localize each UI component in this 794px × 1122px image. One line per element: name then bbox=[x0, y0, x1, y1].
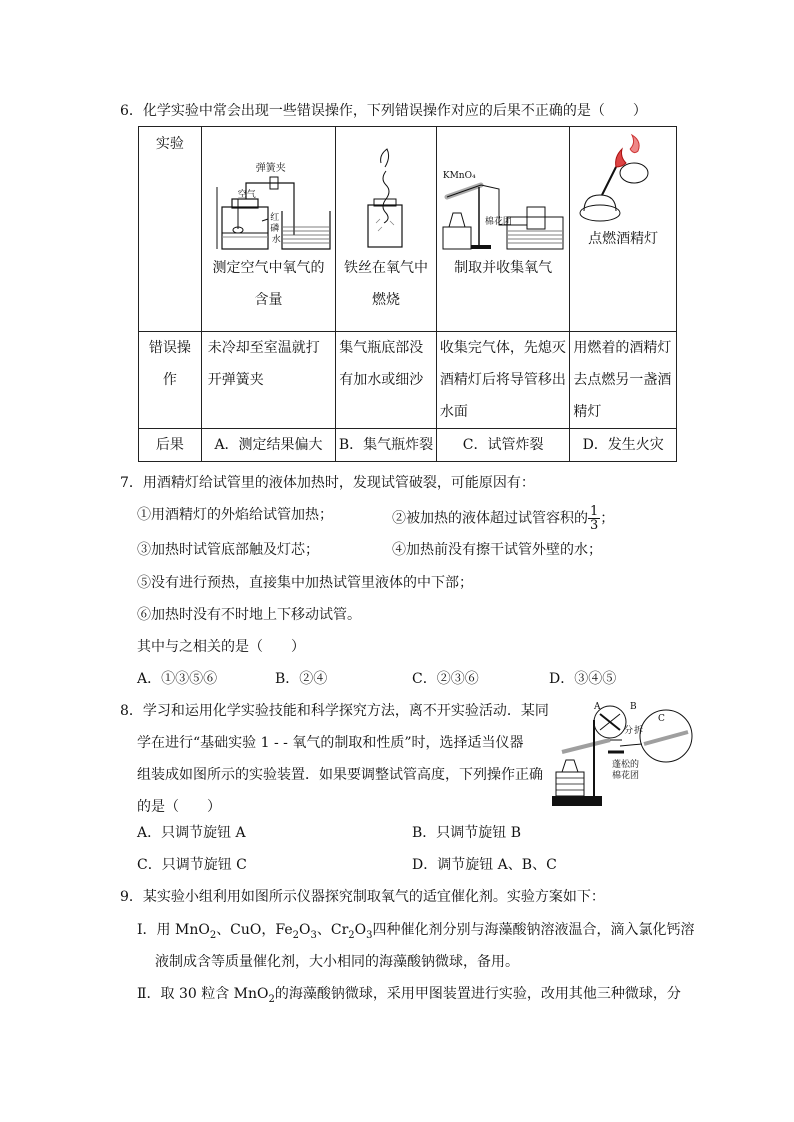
row-header-operation: 错误操作 bbox=[148, 340, 191, 388]
q8-option-b[interactable]: B．只调节旋钮 B bbox=[412, 825, 522, 841]
caption-oxygen-content: 测定空气中氧气的含量 bbox=[212, 260, 325, 308]
q7-item-3: ③加热时试管底部触及灯芯； bbox=[137, 542, 319, 558]
q7-option-a[interactable]: A．①③⑤⑥ bbox=[137, 671, 218, 687]
q9-step1-part: 、CuO，Fe bbox=[216, 922, 293, 938]
fraction-denominator: 3 bbox=[590, 518, 599, 533]
label-split: 分 bbox=[624, 726, 634, 736]
q7-item-2-text: ②被加热的液体超过试管容积的 bbox=[392, 510, 588, 527]
subscript-2: 2 bbox=[292, 929, 300, 941]
figure-oxygen-collection bbox=[437, 127, 570, 252]
result-c: C．试管炸裂 bbox=[462, 437, 544, 453]
fraction-numerator: 1 bbox=[590, 504, 599, 519]
fraction-one-third bbox=[588, 505, 600, 532]
figure-alcohol-lamps bbox=[570, 127, 676, 223]
q9-step1-part: O bbox=[299, 922, 311, 938]
q7-option-d[interactable]: D．③④⑤ bbox=[549, 671, 617, 687]
caption-lighting-lamp: 点燃酒精灯 bbox=[588, 231, 659, 247]
label-cotton: 棉花团 bbox=[484, 217, 512, 227]
q8-line-3: 组装成如图所示的实验装置．如果要调整试管高度，下列操作正确 bbox=[137, 767, 543, 783]
q9-step2-part: 的海藻酸钠微球，采用甲图装置进行实验，改用其他三种微球，分 bbox=[274, 986, 681, 1002]
q9-step-1 bbox=[137, 920, 695, 946]
q9-step2-part: Ⅱ．取 30 粒含 MnO bbox=[137, 986, 269, 1002]
q7-item-1: ①用酒精灯的外焰给试管加热； bbox=[137, 507, 333, 523]
q6-stem: 6．化学实验中常会出现一些错误操作，下列错误操作对应的后果不正确的是（ ） bbox=[120, 103, 647, 119]
knob-label-a: A bbox=[594, 702, 601, 712]
subscript-2: 2 bbox=[209, 929, 217, 941]
q8-figure bbox=[548, 700, 694, 810]
q6-row-experiment bbox=[139, 127, 677, 332]
q7-stem: 7．用酒精灯给试管里的液体加热时，发现试管破裂，可能原因有： bbox=[120, 475, 535, 491]
q7-item-2 bbox=[392, 505, 614, 532]
q8-line-2: 学在进行“基础实验 1 - - 氧气的制取和性质”时，选择适当仪器 bbox=[137, 735, 524, 751]
q8-option-a[interactable]: A．只调节旋钮 A bbox=[137, 825, 246, 841]
label-air: 空气 bbox=[237, 190, 256, 200]
figure-iron-wire-burning bbox=[336, 127, 436, 252]
q7-item-6: ⑥加热时没有不时地上下移动试管。 bbox=[137, 607, 361, 623]
q7-option-b[interactable]: B．②④ bbox=[275, 671, 328, 687]
row-header-experiment: 实验 bbox=[155, 136, 184, 152]
oxygen-apparatus-drawing bbox=[202, 127, 336, 252]
q9-step-1-line-2: 液制成含等质量催化剂，大小相同的海藻酸钠微球，备用。 bbox=[155, 954, 519, 970]
q8-option-c[interactable]: C．只调节旋钮 C bbox=[137, 857, 247, 873]
label-fold: 拆 bbox=[634, 726, 644, 736]
figure-oxygen-content-apparatus bbox=[202, 127, 335, 252]
subscript-3: 3 bbox=[310, 929, 317, 941]
operation-2: 集气瓶底部没有加水或细沙 bbox=[339, 340, 424, 388]
caption-iron-wire: 铁丝在氧气中燃烧 bbox=[344, 260, 429, 308]
q9-step1-part: 、Cr bbox=[316, 922, 349, 938]
result-a: A．测定结果偏大 bbox=[214, 437, 323, 453]
q6-table bbox=[138, 126, 677, 462]
row-header-result: 后果 bbox=[155, 437, 184, 453]
q6-row-result bbox=[139, 429, 677, 462]
operation-1: 未冷却至室温就打开弹簧夹 bbox=[207, 340, 320, 388]
q9-step1-part: 四种催化剂分别与海藻酸钠溶液温合，滴入氯化钙溶 bbox=[372, 922, 695, 938]
subscript-3: 3 bbox=[366, 929, 373, 941]
q7-option-c[interactable]: C．②③⑥ bbox=[412, 671, 479, 687]
q9-step1-part: Ⅰ．用 MnO bbox=[137, 922, 210, 938]
label-kmno4: KMnO₄ bbox=[442, 171, 476, 181]
knob-label-b: B bbox=[630, 702, 637, 712]
subscript-2: 2 bbox=[268, 993, 275, 1005]
q7-item-5: ⑤没有进行预热，直接集中加热试管里液体的中下部； bbox=[137, 575, 473, 591]
oxygen-collection-drawing bbox=[437, 127, 570, 252]
label-cotton-ball: 棉花团 bbox=[612, 771, 640, 781]
result-b: B．集气瓶炸裂 bbox=[338, 437, 434, 453]
iron-wire-drawing bbox=[336, 127, 436, 252]
result-d: D．发生火灾 bbox=[582, 437, 664, 453]
caption-oxygen-collection: 制取并收集氧气 bbox=[454, 260, 553, 276]
q9-stem: 9．某实验小组利用如图所示仪器探究制取氧气的适宜催化剂。实验方案如下： bbox=[120, 889, 605, 905]
q7-item-4: ④加热前没有擦干试管外壁的水； bbox=[392, 542, 602, 558]
knob-label-c: C bbox=[658, 714, 665, 724]
q6-row-operation bbox=[139, 332, 677, 429]
label-red-phosphorus: 红磷 bbox=[270, 213, 280, 234]
operation-4: 用燃着的酒精灯去点燃另一盏酒精灯 bbox=[573, 340, 672, 420]
q8-apparatus-drawing bbox=[548, 700, 694, 810]
q8-line-4: 的是（ ） bbox=[137, 799, 221, 815]
q7-item-2-end: ； bbox=[600, 510, 615, 527]
alcohol-lamp-drawing bbox=[570, 127, 676, 223]
q9-step1-part: O bbox=[354, 922, 367, 938]
subscript-2: 2 bbox=[348, 929, 355, 941]
q8-line-1: 8．学习和运用化学实验技能和科学探究方法，离不开实验活动．某同 bbox=[120, 703, 549, 719]
q8-option-d[interactable]: D．调节旋钮 A、B、C bbox=[412, 857, 557, 873]
label-water: 水 bbox=[271, 235, 281, 245]
q9-step-2 bbox=[137, 984, 681, 1010]
q7-ask: 其中与之相关的是（ ） bbox=[137, 639, 305, 655]
label-spring-clip: 弹簧夹 bbox=[255, 163, 286, 174]
label-loose: 蓬松的 bbox=[612, 760, 640, 770]
operation-3: 收集完气体，先熄灭酒精灯后将导管移出水面 bbox=[439, 340, 566, 420]
